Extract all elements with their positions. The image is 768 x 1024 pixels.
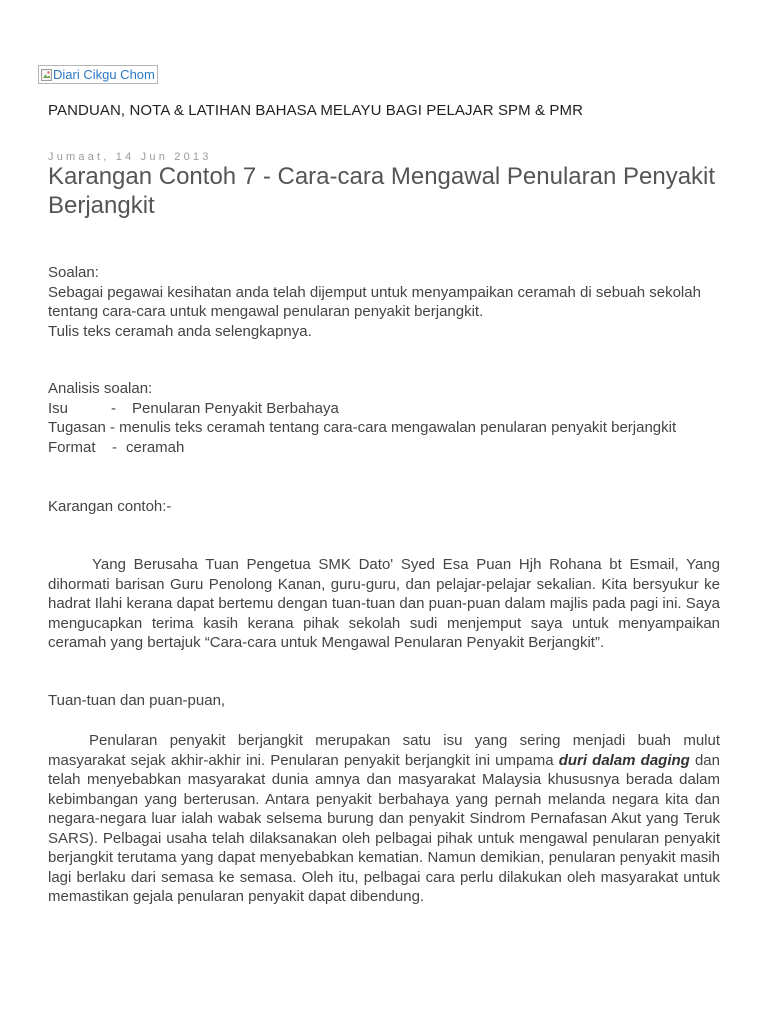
blog-logo-link[interactable] <box>38 65 158 84</box>
analysis-isu-value: Penularan Penyakit Berbahaya <box>132 399 339 417</box>
essay-paragraph-2-end: dan telah menyebabkan masyarakat dunia amnya dan masyarakat Malaysia khususnya berada dalam kebimbangan yang berterusan. Antara penyakit berbahaya yang pernah melanda negara kita dan negara-negara luar ialah wabak selsema burung dan penyakit Sindrom Pernafasan Akut yang Teruk SARS). Pelbagai usaha telah dilaksanakan oleh pelbagai pihak untuk mengawal penularan penyakit berjangkit terutama yang dapat menyebabkan kematian. Namun demikian, penularan penyakit masih lagi berlaku dari semasa ke semasa. Oleh itu, pelbagai cara perlu dilakukan oleh masyarakat untuk memastikan gejala penularan penyakit dapat dibendung. <box>48 751 720 905</box>
question-section <box>48 263 720 341</box>
essay-paragraph-2 <box>48 731 720 907</box>
post-title: Karangan Contoh 7 - Cara-cara Mengawal Penularan Penyakit Berjangkit <box>48 163 716 219</box>
broken-image-icon <box>41 69 52 81</box>
analysis-tugasan-value: menulis teks ceramah tentang cara-cara mengawalan penularan penyakit berjangkit <box>119 419 677 436</box>
analysis-tugasan-label: Tugasan - <box>48 419 115 436</box>
analysis-isu-label: Isu <box>48 399 69 417</box>
essay-paragraph-1: Yang Berusaha Tuan Pengetua SMK Dato' Syed Esa Puan Hjh Rohana bt Esmail, Yang dihormati barisan Guru Penolong Kanan, guru-guru, dan pelajar-pelajar sekalian. Kita bersyukur ke hadrat Ilahi kerana dapat bertemu dengan tuan-tuan dan puan-puan dalam majlis pada pagi ini. Saya mengucapkan terima kasih kerana pihak sekolah sudi menjemput saya untuk menyampaikan ceramah yang bertajuk “Cara-cara untuk Mengawal Penularan Penyakit Berjangkit”. <box>48 556 720 651</box>
analysis-row-isu <box>48 399 720 419</box>
essay-idiom-emphasis: duri dalam daging <box>558 751 690 769</box>
question-heading: Soalan: <box>48 264 99 281</box>
analysis-row-tugasan <box>48 418 720 438</box>
blog-logo-alt-text: Diari Cikgu Chom <box>53 67 155 82</box>
sample-essay-label: Karangan contoh:- <box>48 498 172 515</box>
analysis-isu-dash: - <box>111 399 116 417</box>
post-date: Jumaat, 14 Jun 2013 <box>48 151 212 163</box>
question-instruction: Tulis teks ceramah anda selengkapnya. <box>48 322 312 340</box>
analysis-heading: Analisis soalan: <box>48 380 153 397</box>
question-body: Sebagai pegawai kesihatan anda telah dijemput untuk menyampaikan ceramah di sebuah sekolah tentang cara-cara untuk mengawal penularan penyakit berjangkit. <box>48 283 701 320</box>
analysis-section <box>48 379 720 457</box>
analysis-format-value: ceramah <box>126 438 185 456</box>
analysis-format-label: Format <box>48 438 96 456</box>
essay-paragraph-2-start: Penularan penyakit berjangkit merupakan satu isu yang sering menjadi buah mulut masyarakat sejak akhir-akhir ini. Penularan penyakit berjangkit ini umpama <box>48 732 720 769</box>
analysis-format-dash: - <box>112 438 117 456</box>
analysis-row-format <box>48 438 720 458</box>
essay-greeting: Tuan-tuan dan puan-puan, <box>48 692 226 709</box>
blog-description: PANDUAN, NOTA & LATIHAN BAHASA MELAYU BAGI PELAJAR SPM & PMR <box>48 102 584 119</box>
